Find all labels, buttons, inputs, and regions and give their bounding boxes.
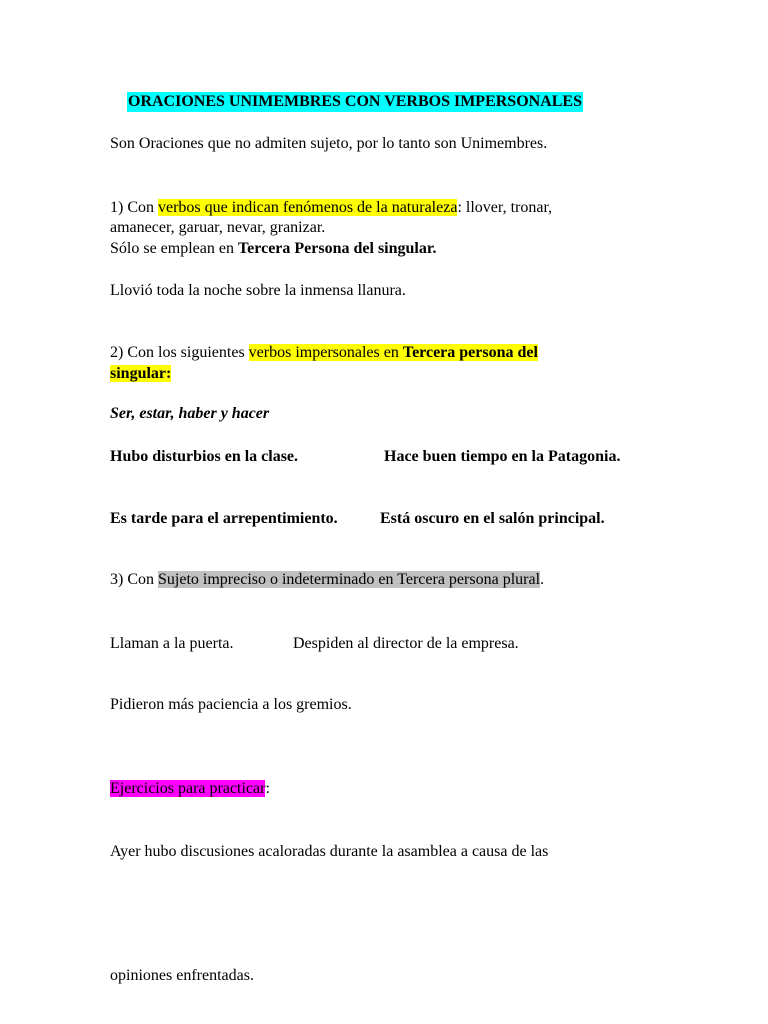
- exercises-suffix: :: [265, 780, 270, 797]
- exercises-highlight: Ejercicios para practicar: [110, 780, 266, 797]
- section2-highlight-bold: Tercera persona del: [402, 344, 538, 361]
- section2-example-1a: Hubo disturbios en la clase.: [110, 448, 299, 465]
- page-title: ORACIONES UNIMEMBRES CON VERBOS IMPERSONALES: [128, 93, 582, 110]
- section3-example-2: Pidieron más paciencia a los gremios.: [110, 696, 352, 713]
- section2-example-2a: Es tarde para el arrepentimiento.: [110, 510, 338, 527]
- exercises-heading: [110, 779, 270, 799]
- section1-line2: amanecer, garuar, nevar, granizar.: [110, 219, 326, 236]
- section2-example-1b: Hace buen tiempo en la Patagonia.: [384, 448, 621, 465]
- section1-example: Llovió toda la noche sobre la inmensa llanura.: [110, 282, 406, 299]
- section3-prefix: 3) Con: [110, 571, 158, 588]
- section1-line3: [110, 239, 436, 259]
- section2-line2: [110, 364, 171, 384]
- section3-suffix: .: [540, 571, 545, 588]
- section1-rest: : llover, tronar,: [457, 199, 553, 216]
- intro-text: Son Oraciones que no admiten sujeto, por lo tanto son Unimembres.: [110, 135, 548, 152]
- section2-line1: [110, 343, 538, 363]
- section3-example-1a: Llaman a la puerta.: [110, 635, 234, 652]
- section1-highlight: verbos que indican fenómenos de la naturaleza: [158, 199, 458, 216]
- section2-highlight: verbos impersonales en: [248, 344, 403, 361]
- section3-line1: [110, 570, 544, 590]
- section3-highlight: Sujeto impreciso o indeterminado en Tercera persona plural: [158, 571, 541, 588]
- section2-example-2b: Está oscuro en el salón principal.: [380, 510, 605, 527]
- section1-line3-bold: Tercera Persona del singular.: [237, 240, 437, 257]
- section1-line3-prefix: Sólo se emplean en: [110, 240, 238, 257]
- section1-line1: [110, 198, 552, 218]
- section2-prefix: 2) Con los siguientes: [110, 344, 249, 361]
- section3-example-1b: Despiden al director de la empresa.: [293, 635, 519, 652]
- section1-prefix: 1) Con: [110, 199, 158, 216]
- exercise-sentence-line2: opiniones enfrentadas.: [110, 967, 254, 984]
- section2-verbs: Ser, estar, haber y hacer: [110, 405, 270, 422]
- exercise-sentence-line1: Ayer hubo discusiones acaloradas durante la asamblea a causa de las: [110, 843, 549, 860]
- section2-singular: singular:: [110, 365, 172, 382]
